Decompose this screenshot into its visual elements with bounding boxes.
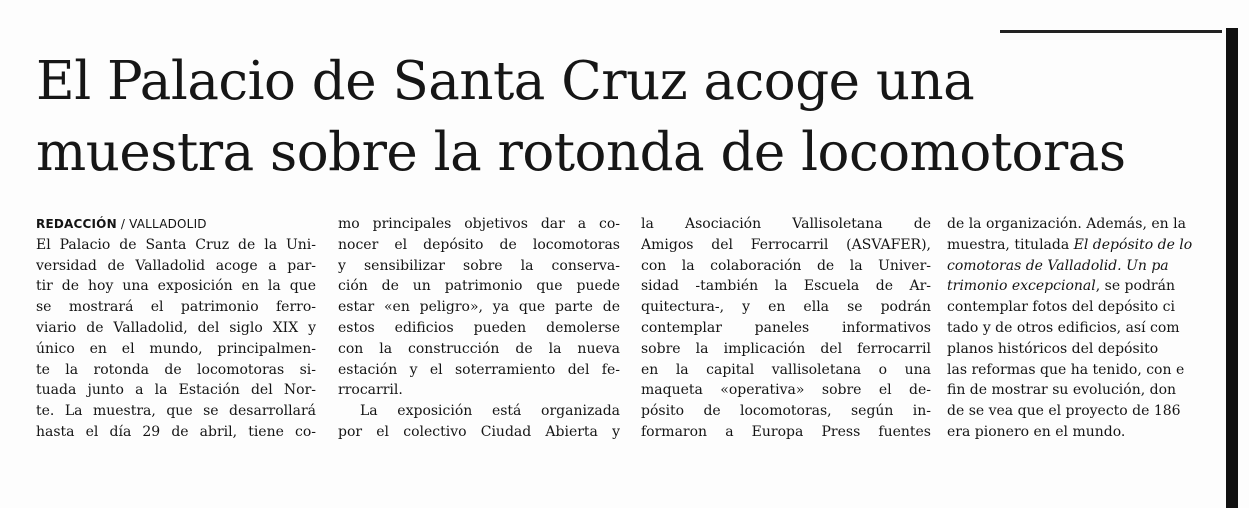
body-line: Amigos del Ferrocarril (ASVAFER), — [641, 236, 931, 253]
top-rule-divider — [1000, 30, 1222, 33]
body-line: con la construcción de la nueva — [338, 340, 620, 357]
body-line: fin de mostrar su evolución, don — [947, 382, 1177, 399]
body-line — [947, 276, 1223, 297]
byline-location: VALLADOLID — [129, 217, 207, 231]
body-line: con la colaboración de la Univer- — [641, 257, 931, 274]
body-line: la Asociación Vallisoletana de — [641, 216, 931, 232]
body-line: tado y de otros edificios, así com — [947, 319, 1180, 336]
exhibition-title-fragment: trimonio excepcional — [947, 278, 1096, 295]
body-line: y sensibilizar sobre la conserva- — [338, 257, 620, 274]
body-line: estos edificios pueden demolerse — [338, 319, 620, 336]
body-line: La exposición está organizada — [360, 403, 620, 420]
body-line: mo principales objetivos dar a co- — [338, 216, 620, 232]
headline-line-1: El Palacio de Santa Cruz acoge una — [36, 51, 975, 112]
body-line: en la capital vallisoletana o una — [641, 361, 931, 378]
body-line: de la organización. Además, en la — [947, 216, 1186, 232]
body-fragment: , se podrán — [1095, 278, 1175, 295]
body-line: formaron a Europa Press fuentes — [641, 423, 931, 440]
body-line: versidad de Valladolid acoge a par- — [36, 257, 316, 274]
exhibition-title-line: comotoras de Valladolid. Un pa — [947, 257, 1169, 274]
byline — [36, 214, 316, 235]
body-line: estar «en peligro», ya que parte de — [338, 299, 620, 316]
body-line: de se vea que el proyecto de 186 — [947, 403, 1181, 420]
body-line: se mostrará el patrimonio ferro- — [36, 299, 316, 316]
exhibition-title-fragment: El depósito de lo — [1073, 236, 1193, 253]
body-line: planos históricos del depósito — [947, 340, 1159, 357]
body-line: las reformas que ha tenido, con e — [947, 361, 1185, 378]
body-line: te. La muestra, que se desarrollará — [36, 403, 316, 420]
body-line: único en el mundo, principalmen- — [36, 340, 316, 357]
body-line: por el colectivo Ciudad Abierta y — [338, 423, 620, 440]
article-column-3 — [641, 214, 931, 443]
article-column-2 — [338, 214, 620, 443]
body-line: estación y el soterramiento del fe- — [338, 361, 620, 378]
body-line: pósito de locomotoras, según in- — [641, 403, 931, 420]
page-edge-shadow — [1226, 28, 1238, 508]
body-fragment: muestra, titulada — [947, 236, 1074, 253]
article-headline — [36, 46, 1216, 188]
byline-author: REDACCIÓN — [36, 217, 117, 231]
body-line: El Palacio de Santa Cruz de la Uni- — [36, 236, 316, 253]
body-line: contemplar paneles informativos — [641, 319, 931, 336]
body-line: nocer el depósito de locomotoras — [338, 236, 620, 253]
headline-line-2: muestra sobre la rotonda de locomotoras — [36, 122, 1126, 183]
body-line: quitectura-, y en ella se podrán — [641, 299, 931, 316]
article-column-4 — [947, 214, 1223, 443]
body-line: maqueta «operativa» sobre el de- — [641, 382, 931, 399]
body-line: era pionero en el mundo. — [947, 423, 1126, 440]
body-line: viario de Valladolid, del siglo XIX y — [36, 319, 316, 336]
body-line: sobre la implicación del ferrocarril — [641, 340, 931, 357]
body-line: rrocarril. — [338, 382, 403, 399]
byline-separator: / — [116, 217, 130, 231]
body-line: contemplar fotos del depósito ci — [947, 299, 1175, 316]
body-line: hasta el día 29 de abril, tiene co- — [36, 423, 316, 440]
body-line: tir de hoy una exposición en la que — [36, 278, 316, 295]
body-line: te la rotonda de locomotoras si- — [36, 361, 316, 378]
body-line: sidad -también la Escuela de Ar- — [641, 278, 931, 295]
body-line: ción de un patrimonio que puede — [338, 278, 620, 295]
body-line: tuada junto a la Estación del Nor- — [36, 382, 316, 399]
body-line — [947, 235, 1223, 256]
article-column-1 — [36, 214, 316, 443]
